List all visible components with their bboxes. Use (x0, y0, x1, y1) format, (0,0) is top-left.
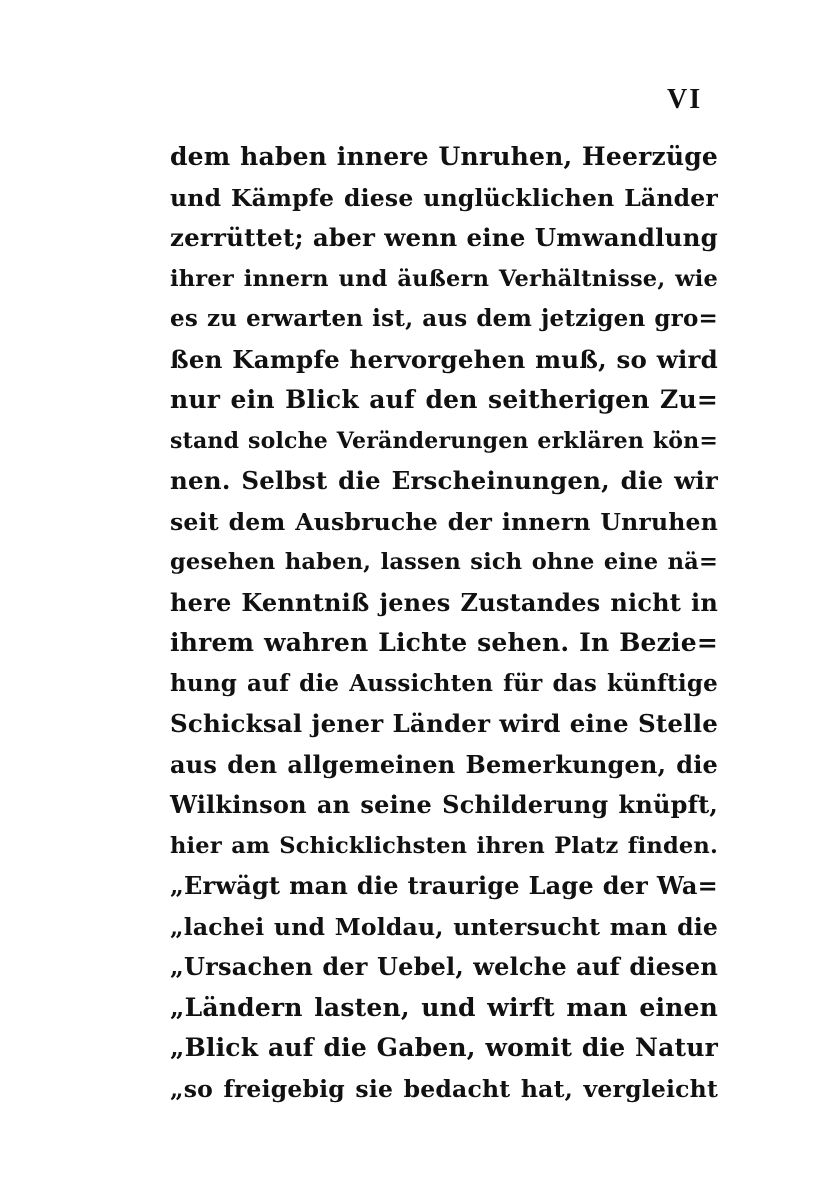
text-line: dem haben innere Unruhen, Heerzüge (170, 142, 718, 171)
text-line: gesehen haben, lassen sich ohne eine nä= (170, 549, 718, 575)
text-line: hier am Schicklichsten ihren Platz finden. (170, 832, 718, 859)
text-line: Schicksal jener Länder wird eine Stelle (170, 709, 718, 738)
text-line: hung auf die Aussichten für das künftige (170, 669, 718, 697)
text-line: zerrüttet; aber wenn eine Umwandlung (170, 223, 718, 252)
text-line: Wilkinson an seine Schilderung knüpft, (170, 790, 718, 819)
text-line: aus den allgemeinen Bemerkungen, die (170, 749, 718, 779)
text-line: nen. Selbst die Erscheinungen, die wir (170, 466, 718, 495)
quote-line: „Erwägt man die traurige Lage der Wa= (170, 871, 718, 900)
body-text (170, 137, 718, 1109)
quote-line: „Ländern lasten, und wirft man einen (170, 992, 718, 1022)
text-line: ihrer innern und äußern Verhältnisse, wie (170, 265, 718, 292)
quote-line: „Blick auf die Gaben, womit die Natur (170, 1033, 718, 1062)
quote-line: „lachei und Moldau, untersucht man die (170, 912, 718, 941)
quote-line: „Ursachen der Uebel, welche auf diesen (170, 952, 718, 981)
text-line: ßen Kampfe hervorgehen muß, so wird (170, 344, 718, 374)
quote-line: „so freigebig sie bedacht hat, vergleicht (170, 1074, 718, 1103)
text-line: here Kenntniß jenes Zustandes nicht in (170, 587, 718, 617)
text-line: stand solche Veränderungen erklären kön= (170, 427, 718, 454)
text-line: seit dem Ausbruche der innern Unruhen (170, 507, 718, 536)
text-line: und Kämpfe diese unglücklichen Länder (170, 183, 718, 212)
text-line: es zu erwarten ist, aus dem jetzigen gro= (170, 305, 718, 332)
text-line: ihrem wahren Lichte sehen. In Bezie= (170, 628, 718, 657)
page-number: VI (667, 84, 703, 115)
text-line: nur ein Blick auf den seitherigen Zu= (170, 385, 718, 414)
